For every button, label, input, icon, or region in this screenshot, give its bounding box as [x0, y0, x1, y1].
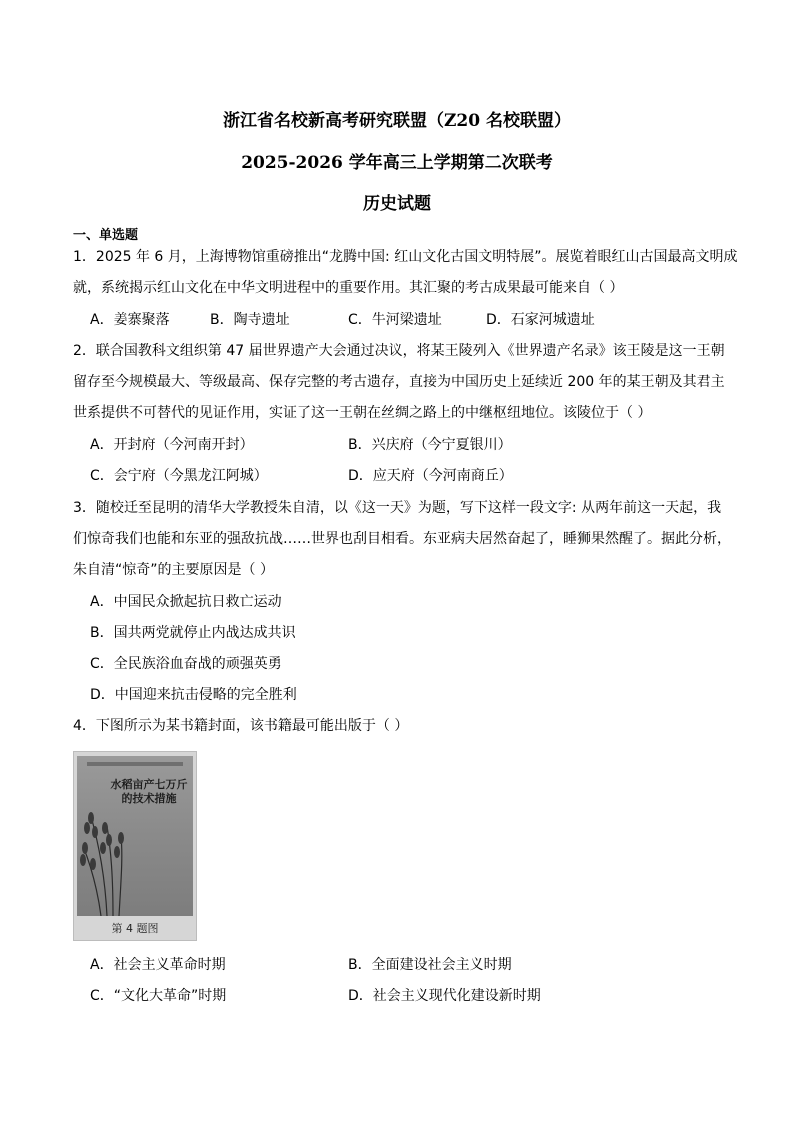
question-2-line-1: 2．联合国教科文组织第 47 届世界遗产大会通过决议，将某王陵列入《世界遗产名录》该王陵是这一王朝: [73, 343, 725, 359]
question-3-line-2: 们惊奇我们也能和东亚的强敌抗战……世界也刮目相看。东亚病夫居然奋起了，睡狮果然醒了。据此分析，: [73, 531, 731, 547]
question-1-line-2: 就，系统揭示红山文化在中华文明进程中的重要作用。其汇聚的考古成果最可能来自（ ）: [73, 280, 624, 296]
section-heading: 一、单选题: [73, 228, 139, 243]
book-cover-image: [77, 756, 193, 916]
question-1-option-d: D．石家河城遗址: [486, 312, 595, 328]
question-4-option-d: D．社会主义现代化建设新时期: [348, 988, 541, 1004]
question-2-option-b: B．兴庆府（今宁夏银川）: [348, 437, 512, 453]
book-cover-title: 水稻亩产七万斤的技术措施: [110, 778, 188, 805]
question-4-option-b: B．全面建设社会主义时期: [348, 957, 512, 973]
exam-title-line1: 浙江省名校新高考研究联盟（Z20 名校联盟）: [223, 111, 571, 131]
question-1-option-b: B．陶寺遗址: [210, 312, 290, 328]
question-4-line-1: 4．下图所示为某书籍封面，该书籍最可能出版于（ ）: [73, 718, 409, 734]
question-2-line-2: 留存至今规模最大、等级最高、保存完整的考古遗存，直接为中国历史上延续近 200 年的某王朝及其君主: [73, 374, 725, 390]
question-3-option-d: D．中国迎来抗击侵略的完全胜利: [90, 687, 297, 703]
question-1-line-1: 1．2025 年 6 月，上海博物馆重磅推出“龙腾中国: 红山文化古国文明特展”。展览着眼红山古国最高文明成: [73, 249, 738, 265]
exam-title-line3: 历史试题: [363, 194, 431, 214]
question-3-option-b: B．国共两党就停止内战达成共识: [90, 625, 296, 641]
question-3-option-a: A．中国民众掀起抗日救亡运动: [90, 594, 282, 610]
question-1-option-a: A．姜寨聚落: [90, 312, 170, 328]
question-3-line-3: 朱自清“惊奇”的主要原因是（ ）: [73, 562, 274, 578]
question-4-figure: [73, 751, 197, 941]
question-2-option-d: D．应天府（今河南商丘）: [348, 468, 513, 484]
question-3-option-c: C．全民族浴血奋战的顽强英勇: [90, 656, 282, 672]
question-3-line-1: 3．随校迁至昆明的清华大学教授朱自清，以《这一天》为题，写下这样一段文字: 从两年前这一天起，我: [73, 500, 722, 516]
question-2-option-c: C．会宁府（今黑龙江阿城）: [90, 468, 268, 484]
question-4-option-a: A．社会主义革命时期: [90, 957, 226, 973]
question-2-line-3: 世系提供不可替代的见证作用，实证了这一王朝在丝绸之路上的中继枢纽地位。该陵位于（ ）: [73, 405, 652, 421]
exam-title-line2: 2025-2026 学年高三上学期第二次联考: [241, 153, 553, 173]
question-1-option-c: C．牛河梁遗址: [348, 312, 442, 328]
figure-caption: 第 4 题图: [111, 922, 159, 935]
question-4-option-c: C．“文化大革命”时期: [90, 988, 227, 1004]
question-2-option-a: A．开封府（今河南开封）: [90, 437, 254, 453]
